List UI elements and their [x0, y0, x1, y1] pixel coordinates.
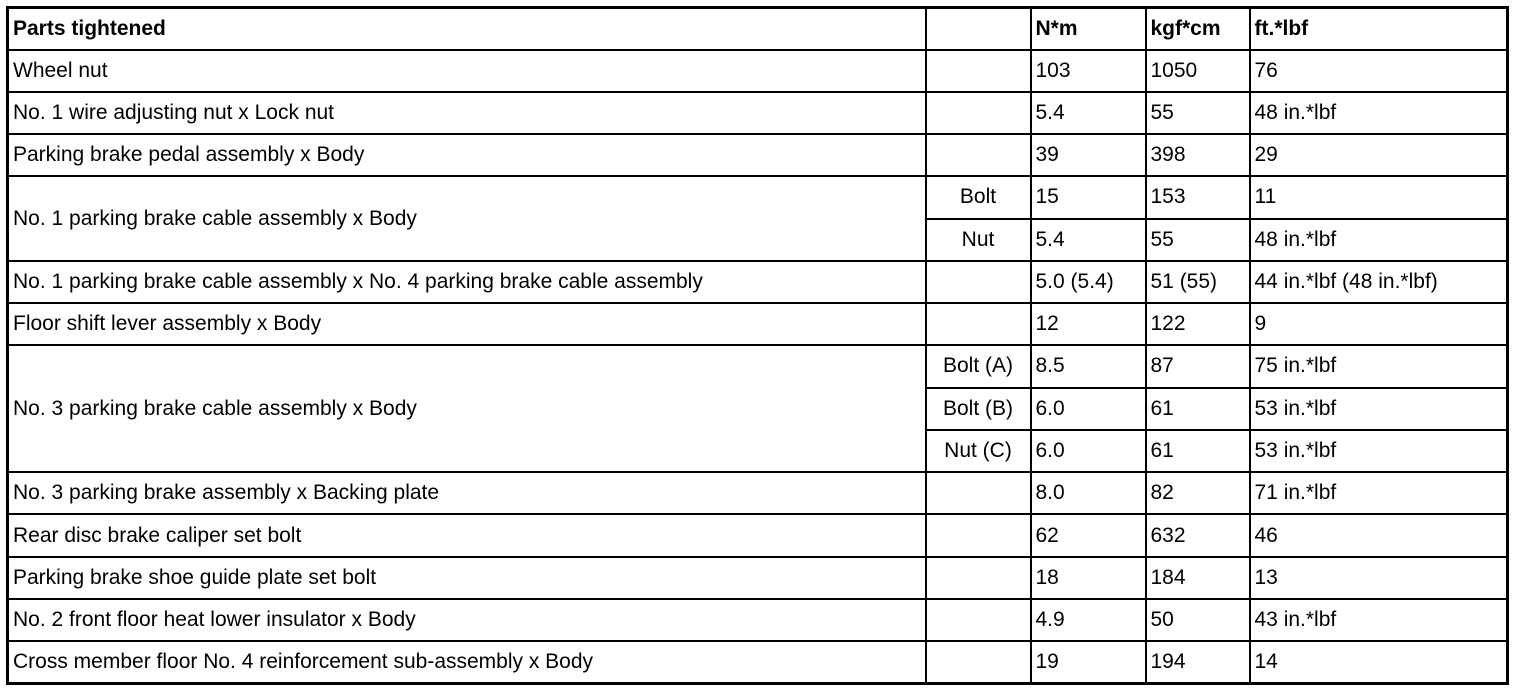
- kgfcm-cell: 51 (55): [1146, 261, 1250, 303]
- kgfcm-cell: 55: [1146, 219, 1250, 261]
- nm-cell: 39: [1031, 134, 1146, 176]
- part-cell: Floor shift lever assembly x Body: [8, 303, 926, 345]
- table-row: [8, 261, 1508, 303]
- ftlbf-cell: 29: [1250, 134, 1508, 176]
- ftlbf-cell: 13: [1250, 557, 1508, 599]
- nm-cell: 15: [1031, 176, 1146, 218]
- header-fastener-type: [926, 8, 1031, 50]
- kgfcm-cell: 184: [1146, 557, 1250, 599]
- ftlbf-cell: 14: [1250, 641, 1508, 683]
- table-row: [8, 472, 1508, 514]
- fastener-cell: [926, 303, 1031, 345]
- kgfcm-cell: 50: [1146, 599, 1250, 641]
- fastener-cell: [926, 599, 1031, 641]
- nm-cell: 19: [1031, 641, 1146, 683]
- kgfcm-cell: 55: [1146, 92, 1250, 134]
- fastener-cell: [926, 50, 1031, 92]
- nm-cell: 12: [1031, 303, 1146, 345]
- nm-cell: 6.0: [1031, 430, 1146, 472]
- nm-cell: 8.5: [1031, 345, 1146, 387]
- nm-cell: 4.9: [1031, 599, 1146, 641]
- fastener-cell: Bolt (A): [926, 345, 1031, 387]
- kgfcm-cell: 87: [1146, 345, 1250, 387]
- fastener-cell: Bolt: [926, 176, 1031, 218]
- ftlbf-cell: 71 in.*lbf: [1250, 472, 1508, 514]
- part-cell: Rear disc brake caliper set bolt: [8, 514, 926, 556]
- ftlbf-cell: 9: [1250, 303, 1508, 345]
- ftlbf-cell: 44 in.*lbf (48 in.*lbf): [1250, 261, 1508, 303]
- kgfcm-cell: 122: [1146, 303, 1250, 345]
- header-nm: N*m: [1031, 8, 1146, 50]
- part-cell: No. 1 parking brake cable assembly x Body: [8, 176, 926, 261]
- table-row: [8, 92, 1508, 134]
- nm-cell: 103: [1031, 50, 1146, 92]
- part-cell: No. 1 parking brake cable assembly x No. 4 parking brake cable assembly: [8, 261, 926, 303]
- fastener-cell: [926, 134, 1031, 176]
- table-row: [8, 345, 1508, 387]
- part-cell: No. 3 parking brake assembly x Backing plate: [8, 472, 926, 514]
- fastener-cell: Nut: [926, 219, 1031, 261]
- part-cell: Cross member floor No. 4 reinforcement sub-assembly x Body: [8, 641, 926, 683]
- kgfcm-cell: 61: [1146, 388, 1250, 430]
- table-row: [8, 134, 1508, 176]
- kgfcm-cell: 61: [1146, 430, 1250, 472]
- kgfcm-cell: 398: [1146, 134, 1250, 176]
- part-cell: Parking brake pedal assembly x Body: [8, 134, 926, 176]
- part-cell: No. 2 front floor heat lower insulator x Body: [8, 599, 926, 641]
- table-row: [8, 557, 1508, 599]
- kgfcm-cell: 1050: [1146, 50, 1250, 92]
- part-cell: Wheel nut: [8, 50, 926, 92]
- header-parts-tightened: Parts tightened: [8, 8, 926, 50]
- nm-cell: 18: [1031, 557, 1146, 599]
- part-cell: Parking brake shoe guide plate set bolt: [8, 557, 926, 599]
- ftlbf-cell: 53 in.*lbf: [1250, 430, 1508, 472]
- fastener-cell: Bolt (B): [926, 388, 1031, 430]
- table-row: [8, 303, 1508, 345]
- ftlbf-cell: 53 in.*lbf: [1250, 388, 1508, 430]
- nm-cell: 8.0: [1031, 472, 1146, 514]
- header-ftlbf: ft.*lbf: [1250, 8, 1508, 50]
- torque-specification-table: [6, 6, 1509, 685]
- ftlbf-cell: 11: [1250, 176, 1508, 218]
- ftlbf-cell: 76: [1250, 50, 1508, 92]
- table-row: [8, 50, 1508, 92]
- header-row: [8, 8, 1508, 50]
- fastener-cell: Nut (C): [926, 430, 1031, 472]
- part-cell: No. 1 wire adjusting nut x Lock nut: [8, 92, 926, 134]
- table-row: [8, 599, 1508, 641]
- fastener-cell: [926, 514, 1031, 556]
- nm-cell: 62: [1031, 514, 1146, 556]
- fastener-cell: [926, 261, 1031, 303]
- part-cell: No. 3 parking brake cable assembly x Body: [8, 345, 926, 472]
- ftlbf-cell: 48 in.*lbf: [1250, 92, 1508, 134]
- kgfcm-cell: 194: [1146, 641, 1250, 683]
- fastener-cell: [926, 641, 1031, 683]
- fastener-cell: [926, 92, 1031, 134]
- kgfcm-cell: 153: [1146, 176, 1250, 218]
- header-kgfcm: kgf*cm: [1146, 8, 1250, 50]
- nm-cell: 6.0: [1031, 388, 1146, 430]
- kgfcm-cell: 82: [1146, 472, 1250, 514]
- kgfcm-cell: 632: [1146, 514, 1250, 556]
- nm-cell: 5.0 (5.4): [1031, 261, 1146, 303]
- table-row: [8, 514, 1508, 556]
- fastener-cell: [926, 557, 1031, 599]
- ftlbf-cell: 75 in.*lbf: [1250, 345, 1508, 387]
- table-row: [8, 176, 1508, 218]
- nm-cell: 5.4: [1031, 219, 1146, 261]
- nm-cell: 5.4: [1031, 92, 1146, 134]
- fastener-cell: [926, 472, 1031, 514]
- ftlbf-cell: 43 in.*lbf: [1250, 599, 1508, 641]
- table-row: [8, 641, 1508, 683]
- ftlbf-cell: 48 in.*lbf: [1250, 219, 1508, 261]
- ftlbf-cell: 46: [1250, 514, 1508, 556]
